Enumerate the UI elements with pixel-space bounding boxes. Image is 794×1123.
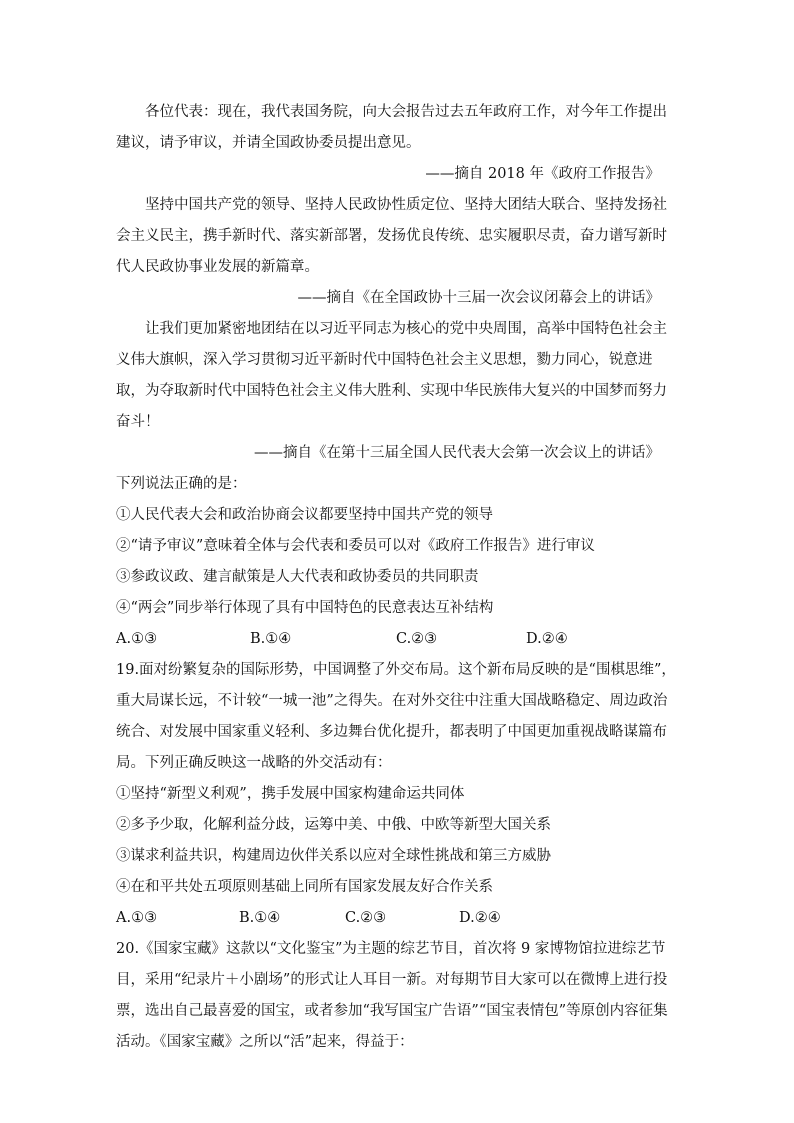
q19-statement-3: ③谋求利益共识，构建周边伙伴关系以应对全球性挑战和第三方威胁 <box>116 848 551 864</box>
q18-statement-2: ②“请予审议”意味着全体与会代表和委员可以对《政府工作报告》进行审议 <box>116 538 595 554</box>
q18-option-a: A.①③ <box>116 631 158 647</box>
passage-2-source: ——摘自《在全国政协十三届一次会议闭幕会上的讲话》 <box>297 290 660 306</box>
passage-3-text: 让我们更加紧密地团结在以习近平同志为核心的党中央周围，高举中国特色社会主义伟大旗帜，深入学习贯彻习近平新时代中国特色社会主义思想，勠力同心，锐意进取，为夺取新时代中国特色社会主义伟大胜利、实现中华民族伟大复兴的中国梦而努力奋斗！ <box>116 321 667 430</box>
q19-options <box>116 903 676 934</box>
q19-option-c: C.②③ <box>345 910 387 926</box>
q19-statement-4: ④在和平共处五项原则基础上同所有国家发展友好合作关系 <box>116 879 493 895</box>
q19-statement-2: ②多予少取，化解利益分歧，运筹中美、中俄、中欧等新型大国关系 <box>116 817 551 833</box>
q19-option-d: D.②④ <box>459 910 501 926</box>
q19-statement-1: ①坚持“新型义利观”，携手发展中国家构建命运共同体 <box>116 786 465 802</box>
passage-1-text: 各位代表：现在，我代表国务院，向大会报告过去五年政府工作，对今年工作提出建议，请予审议，并请全国政协委员提出意见。 <box>116 104 667 151</box>
q18-option-d: D.②④ <box>526 631 568 647</box>
q19-text: 19.面对纷繁复杂的国际形势，中国调整了外交布局。这个新布局反映的是“围棋思维”，重大局谋长远，不计较“一城一池”之得失。在对外交往中注重大国战略稳定、周边政治统合、对发展中国家重义轻利、多边舞台优化提升，都表明了中国更加重视战略谋篇布局。下列正确反映这一战略的外交活动有： <box>116 662 676 771</box>
q19-option-b: B.①④ <box>239 910 281 926</box>
document-body <box>116 97 676 1058</box>
q19-option-a: A.①③ <box>116 910 158 926</box>
passage-2-text: 坚持中国共产党的领导、坚持人民政协性质定位、坚持大团结大联合、坚持发扬社会主义民主，携手新时代、落实新部署，发扬优良传统、忠实履职尽责，奋力谱写新时代人民政协事业发展的新篇章。 <box>116 197 667 275</box>
q18-prompt: 下列说法正确的是： <box>116 476 247 492</box>
passage-1-source: ——摘自 2018 年《政府工作报告》 <box>425 166 660 182</box>
passage-3-source: ——摘自《在第十三届全国人民代表大会第一次会议上的讲话》 <box>254 445 660 461</box>
q18-option-b: B.①④ <box>250 631 292 647</box>
q20-text: 20.《国家宝藏》这款以“文化鉴宝”为主题的综艺节目，首次将 9 家博物馆拉进综艺节目，采用“纪录片＋小剧场”的形式让人耳目一新。对每期节目大家可以在微博上进行投票，选出自己最喜爱的国宝，或者参加“我写国宝广告语”“国宝表情包”等原创内容征集活动。《国家宝藏》之所以“活”起来，得益于： <box>116 941 668 1050</box>
q18-statement-3: ③参政议政、建言献策是人大代表和政协委员的共同职责 <box>116 569 479 585</box>
q18-statement-4: ④“两会”同步举行体现了具有中国特色的民意表达互补结构 <box>116 600 494 616</box>
q18-option-c: C.②③ <box>396 631 438 647</box>
q18-statement-1: ①人民代表大会和政治协商会议都要坚持中国共产党的领导 <box>116 507 493 523</box>
q18-options <box>116 624 676 655</box>
